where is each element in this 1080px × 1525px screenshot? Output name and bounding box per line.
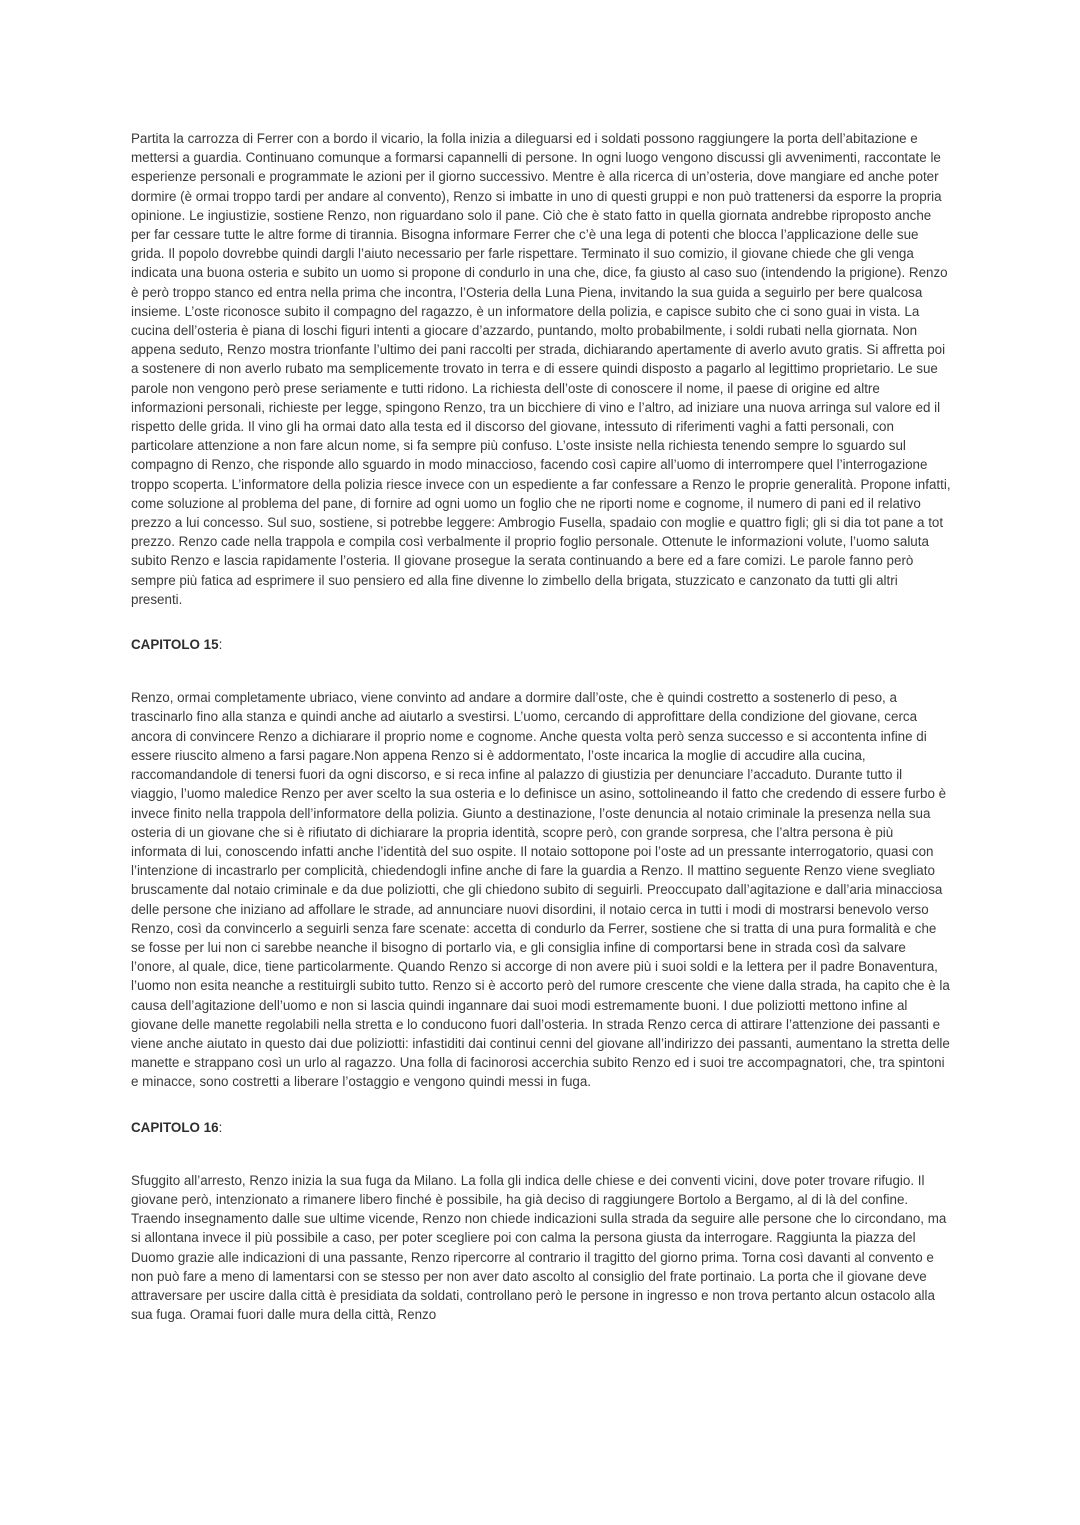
chapter-15-colon: : <box>218 637 223 653</box>
paragraph-chapter-14-ending: Partita la carrozza di Ferrer con a bordo il vicario, la folla inizia a dileguarsi ed i soldati possono raggiungere la porta dell’abitazione e mettersi a guardia. Continuano comunque a formarsi capannelli di persone. In ogni luogo vengono discussi gli avvenimenti, raccontate le esperienze personali e programmate le azioni per il giorno successivo. Mentre è alla ricerca di un’osteria, dove mangiare ed anche poter dormire (è ormai troppo tardi per andare al convento), Renzo si imbatte in uno di questi gruppi e non può trattenersi da esporre la propria opinione. Le ingiustizie, sostiene Renzo, non riguardano solo il pane. Ciò che è stato fatto in quella giornata andrebbe riproposto anche per far cessare tutte le altre forme di tirannia. Bisogna informare Ferrer che c’è una lega di potenti che blocca l’applicazione delle sue grida. Il popolo dovrebbe quindi dargli l’aiuto necessario per farle rispettare. Terminato il suo comizio, il giovane chiede che gli venga indicata una buona osteria e subito un uomo si propone di condurlo in una che, dice, fa giusto al caso suo (intendendo la prigione). Renzo è però troppo stanco ed entra nella prima che incontra, l’Osteria della Luna Piena, invitando la sua guida a seguirlo per bere qualcosa insieme. L’oste riconosce subito il compagno del ragazzo, è un informatore della polizia, e capisce subito che ci sono guai in vista. La cucina dell’osteria è piana di loschi figuri intenti a giocare d’azzardo, puntando, molto probabilmente, i soldi rubati nella giornata. Non appena seduto, Renzo mostra trionfante l’ultimo dei pani raccolti per strada, dichiarando apertamente di averlo avuto gratis. Si affretta poi a sostenere di non averlo rubato ma semplicemente trovato in terra e di essere quindi disposto a pagarlo al legittimo proprietario. Le sue parole non vengono però prese seriamente e tutti ridono. La richiesta dell’oste di conoscere il nome, il paese di origine ed altre informazioni personali, richieste per legge, spingono Renzo, tra un bicchiere di vino e l’altro, ad iniziare una nuova arringa sul valore ed il rispetto delle grida. Il vino gli ha ormai dato alla testa ed il discorso del giovane, intessuto di riferimenti vaghi a fatti personali, con particolare attenzione a non fare alcun nome, si fa sempre più confuso. L’oste insiste nella richiesta tenendo sempre lo sguardo sul compagno di Renzo, che risponde allo sguardo in modo minaccioso, facendo così capire all’uomo di interrompere quel l’interrogazione troppo scoperta. L’informatore della polizia riesce invece con un espediente a far confessare a Renzo le proprie generalità. Propone infatti, come soluzione al problema del pane, di fornire ad ogni uomo un foglio che ne riporti nome e cognome, il numero di pani ed il relativo prezzo a lui concesso. Sul suo, sostiene, si potrebbe leggere: Ambrogio Fusella, spadaio con moglie e quattro figli; gli si dia tot pane a tot prezzo. Renzo cade nella trappola e compila così verbalmente il proprio foglio personale. Ottenute le informazioni volute, l’uomo saluta subito Renzo e lascia rapidamente l’osteria. Il giovane prosegue la serata continuando a bere ed a fare comizi. Le parole fanno però sempre più fatica ad esprimere il suo pensiero ed alla fine divenne lo zimbello della brigata, stuzzicato e canzonato da tutti gli altri presenti. <box>131 131 951 607</box>
spacer <box>131 609 951 635</box>
spacer <box>131 1137 951 1171</box>
paragraph-chapter-15: Renzo, ormai completamente ubriaco, viene convinto ad andare a dormire dall’oste, che è quindi costretto a sostenerlo di peso, a trascinarlo fino alla stanza e quindi anche ad aiutarlo a svestirsi. L’uomo, cercando di approfittare della condizione del giovane, cerca ancora di convincere Renzo a dichiarare il proprio nome e cognome. Anche questa volta però senza successo e si accontenta infine di essere riuscito almeno a farsi pagare.Non appena Renzo si è addormentato, l’oste incarica la moglie di accudire alla cucina, raccomandandole di tenersi fuori da ogni discorso, e si reca infine al palazzo di giustizia per denunciare l’accaduto. Durante tutto il viaggio, l’uomo maledice Renzo per aver scelto la sua osteria e lo definisce un asino, sottolineando il fatto che credendo di essere furbo è invece finito nella trappola dell’informatore della polizia. Giunto a destinazione, l’oste denuncia al notaio criminale la presenza nella sua osteria di un giovane che si è rifiutato di dichiarare la propria identità, scopre però, con grande sorpresa, che l’altra persona è più informata di lui, conoscendo infatti anche l’identità del suo ospite. Il notaio sottopone poi l’oste ad un pressante interrogatorio, quasi con l’intenzione di incastrarlo per complicità, chiedendogli infine anche di fare la guardia a Renzo. Il mattino seguente Renzo viene svegliato bruscamente dal notaio criminale e da due poliziotti, che gli chiedono subito di seguirli. Preoccupato dall’agitazione e dall’aria minacciosa delle persone che iniziano ad affollare le strade, ad annunciare nuovi disordini, il notaio cerca in tutti i modi di mostrarsi benevolo verso Renzo, così da convincerlo a seguirli senza fare scenate: accetta di condurlo da Ferrer, sostiene che si tratta di una pura formalità e che se fosse per lui non ci sarebbe neanche il bisogno di portarlo via, e gli consiglia infine di comportarsi bene in strada così da salvare l’onore, al quale, dice, tiene particolarmente. Quando Renzo si accorge di non avere più i suoi soldi e la lettera per il padre Bonaventura, l’uomo non esita neanche a restituirgli subito tutto. Renzo si è accorto però del rumore crescente che viene dalla strada, ha capito che è la causa dell’agitazione dell’uomo e non si lascia quindi ingannare dai suoi modi estremamente buoni. I due poliziotti mettono infine al giovane delle manette regolabili nella stretta e lo conducono fuori dall’osteria. In strada Renzo cerca di attirare l’attenzione dei passanti e viene anche aiutato in questo dai due poliziotti: infastiditi dai continui cenni del giovane all’indirizzo dei passanti, aumentano la stretta delle manette e strappano così un urlo al ragazzo. Una folla di facinorosi accerchia subito Renzo ed i suoi tre accompagnatori, che, tra spintoni e minacce, sono costretti a liberare l’ostaggio e vengono quindi messi in fuga. <box>131 690 950 1090</box>
paragraph-chapter-16: Sfuggito all’arresto, Renzo inizia la sua fuga da Milano. La folla gli indica delle chiese e dei conventi vicini, dove poter trovare rifugio. Il giovane però, intenzionato a rimanere libero finché è possibile, ha già deciso di raggiungere Bortolo a Bergamo, al di là del confine. Traendo insegnamento dalle sue ultime vicende, Renzo non chiede indicazioni sulla strada da seguire alle persone che lo circondano, ma si allontana invece il più possibile a caso, per poter scegliere poi con calma la persona giusta da interrogare. Raggiunta la piazza del Duomo grazie alle indicazioni di una passante, Renzo ripercorre al contrario il tragitto del giorno prima. Torna così davanti al convento e non può fare a meno di lamentarsi con se stesso per non aver dato ascolto al consiglio del frate portinaio. La porta che il giovane deve attraversare per uscire dalla città è presidiata da soldati, controllano però le persone in ingresso e non trova pertanto alcun ostacolo alla sua fuga. Oramai fuori dalle mura della città, Renzo <box>131 1172 947 1323</box>
document-page <box>131 129 951 1324</box>
chapter-16-title: CAPITOLO 16 <box>131 1119 219 1135</box>
spacer <box>131 654 951 688</box>
chapter-16-heading <box>131 1118 951 1137</box>
chapter-15-heading <box>131 635 951 654</box>
chapter-16-colon: : <box>218 1119 223 1135</box>
chapter-15-title: CAPITOLO 15 <box>131 637 219 653</box>
spacer <box>131 1092 951 1118</box>
